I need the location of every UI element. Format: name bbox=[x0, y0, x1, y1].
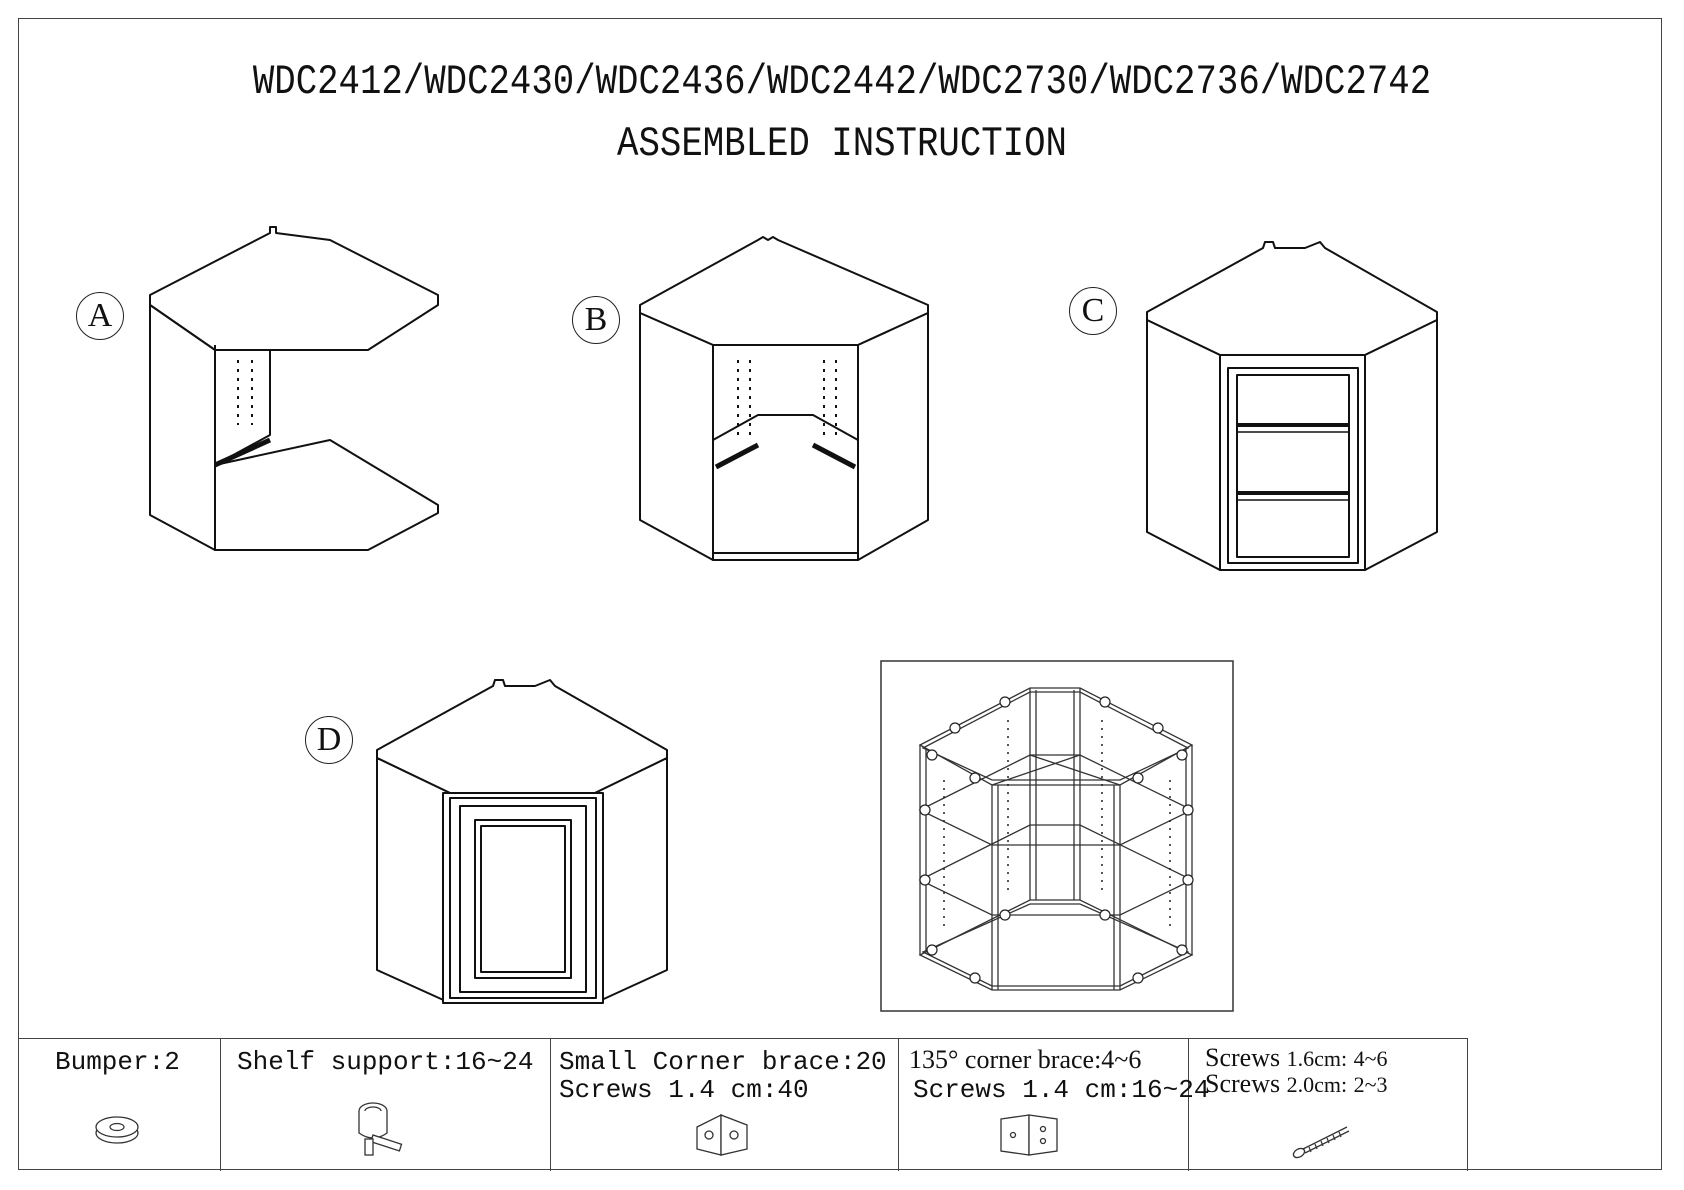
parts-cell-screws bbox=[1189, 1039, 1468, 1171]
cabinet-diagram-b bbox=[638, 235, 933, 565]
step-label-b: B bbox=[572, 296, 620, 344]
cabinet-diagram-c bbox=[1145, 240, 1445, 575]
bumper-icon bbox=[93, 1111, 141, 1145]
shelf-support-label: Shelf support:16~24 bbox=[237, 1047, 534, 1077]
models-title: WDC2412/WDC2430/WDC2436/WDC2442/WDC2730/WDC2736/WDC2742 bbox=[252, 58, 1432, 106]
screws-20-row bbox=[1205, 1069, 1388, 1099]
screws-16-size: 1.6cm: bbox=[1286, 1046, 1348, 1071]
parts-cell-135-corner-brace bbox=[899, 1039, 1210, 1171]
parts-cell-bumper bbox=[18, 1039, 221, 1171]
screws-16-qty: 4~6 bbox=[1353, 1046, 1388, 1071]
screws-20-label: Screws bbox=[1205, 1069, 1281, 1098]
step-label-c: C bbox=[1069, 287, 1117, 335]
bumper-label: Bumper:2 bbox=[55, 1047, 180, 1077]
corner-brace-135-label: 135° corner brace:4~6 bbox=[909, 1045, 1142, 1074]
small-corner-brace-icon bbox=[693, 1109, 751, 1161]
page-frame bbox=[18, 18, 1662, 1170]
cabinet-diagram-a bbox=[140, 225, 450, 555]
step-label-a: A bbox=[76, 292, 124, 340]
subtitle: ASSEMBLED INSTRUCTION bbox=[617, 120, 1067, 168]
screws-16-label: Screws bbox=[1205, 1043, 1281, 1072]
shelf-support-icon bbox=[351, 1099, 411, 1161]
step-label-d: D bbox=[305, 716, 353, 764]
screw-icon bbox=[1289, 1121, 1353, 1161]
parts-cell-shelf-support bbox=[221, 1039, 551, 1171]
small-corner-screws-label: Screws 1.4 cm:40 bbox=[559, 1075, 809, 1105]
corner-brace-135-screws-label: Screws 1.4 cm:16~24 bbox=[913, 1075, 1210, 1105]
parts-cell-small-corner-brace bbox=[551, 1039, 899, 1171]
corner-brace-135-icon bbox=[999, 1111, 1059, 1159]
exploded-frame-view bbox=[880, 660, 1234, 1012]
screws-20-size: 2.0cm: bbox=[1286, 1072, 1348, 1097]
parts-table bbox=[18, 1038, 1468, 1171]
screws-20-qty: 2~3 bbox=[1353, 1072, 1388, 1097]
small-corner-brace-label: Small Corner brace:20 bbox=[559, 1047, 887, 1077]
cabinet-diagram-d bbox=[375, 678, 675, 1013]
